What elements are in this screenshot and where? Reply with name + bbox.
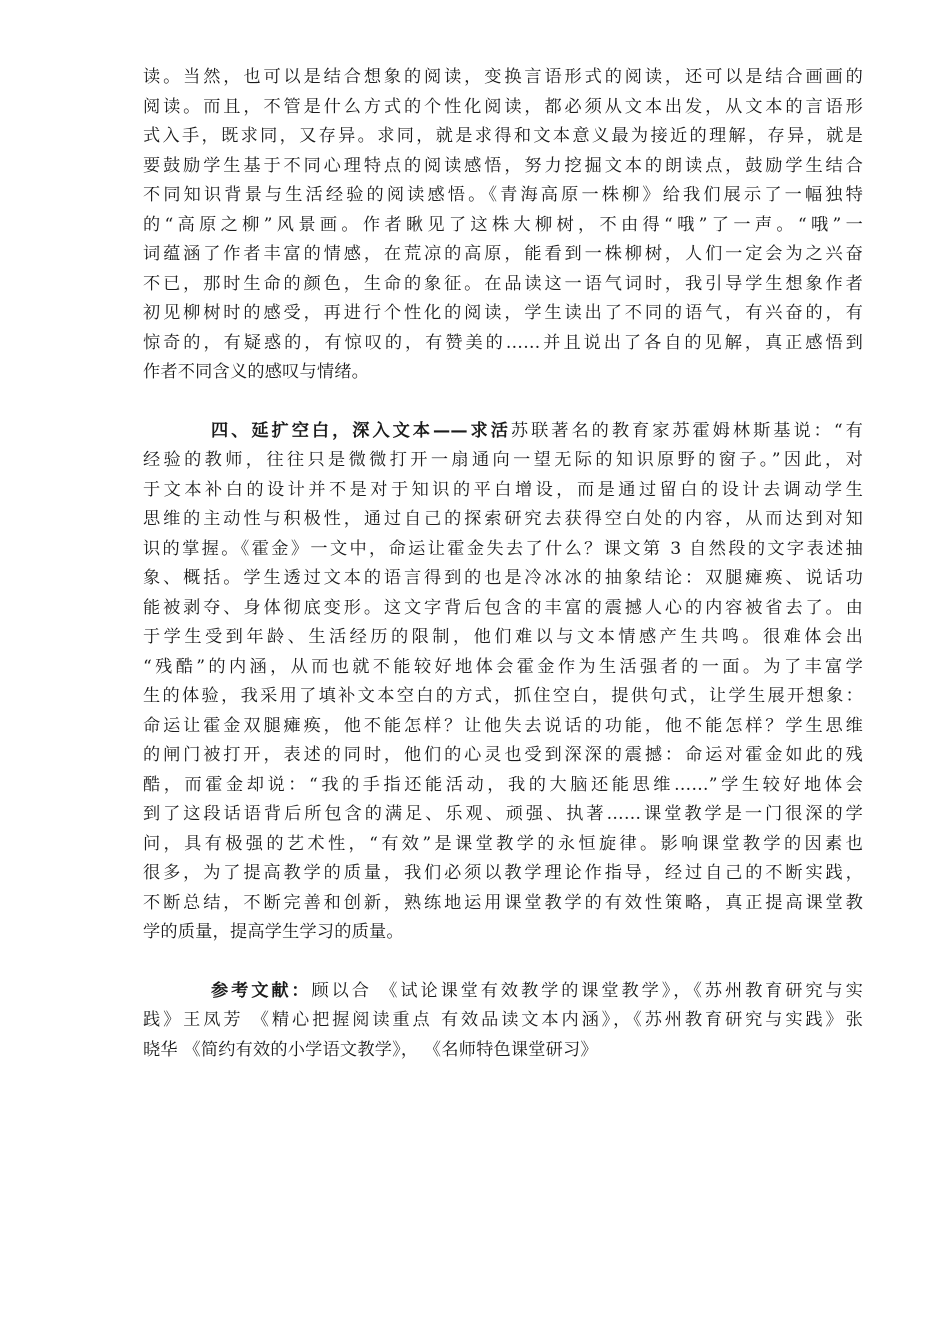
text-line: 要鼓励学生基于不同心理特点的阅读感悟，努力挖掘文本的朗读点，鼓励学生结合 bbox=[143, 155, 863, 176]
text-line: 读。当然，也可以是结合想象的阅读，变换言语形式的阅读，还可以是结合画画的 bbox=[143, 67, 863, 87]
references-first-line bbox=[143, 977, 863, 1007]
text-line: 晓华 《简约有效的小学语文教学》， 《名师特色课堂研习》 bbox=[143, 1039, 598, 1060]
references-first-line-text: 顾以合 《试论课堂有效教学的课堂教学》，《苏州教育研究与实 bbox=[311, 980, 863, 1001]
references-paragraph bbox=[143, 977, 863, 1066]
section-four-heading: 四、延扩空白，深入文本——求活 bbox=[211, 420, 511, 441]
text-line: 阅读。而且，不管是什么方式的个性化阅读，都必须从文本出发，从文本的言语形 bbox=[143, 96, 863, 117]
text-line: 词蕴涵了作者丰富的情感，在荒凉的高原，能看到一株柳树，人们一定会为之兴奋 bbox=[143, 244, 863, 264]
text-line: 于学生受到年龄、生活经历的限制，他们难以与文本情感产生共鸣。很难体会出 bbox=[143, 627, 863, 647]
section-four-first-line bbox=[143, 417, 863, 447]
text-line: 不同知识背景与生活经验的阅读感悟。《青海高原一株柳》给我们展示了一幅独特 bbox=[143, 185, 863, 205]
references-label: 参考文献： bbox=[211, 980, 312, 1001]
text-line: 很多，为了提高教学的质量，我们必须以教学理论作指导，经过自己的不断实践， bbox=[143, 863, 863, 883]
text-line: 不已，那时生命的颜色，生命的象征。在品读这一语气词时，我引导学生想象作者 bbox=[143, 273, 863, 294]
text-line: 式入手，既求同，又存异。求同，就是求得和文本意义最为接近的理解，存异，就是 bbox=[143, 126, 863, 146]
paragraph-spacer bbox=[143, 948, 863, 977]
text-line: 学的质量，提高学生学习的质量。 bbox=[143, 922, 404, 942]
document-page bbox=[143, 63, 863, 1065]
text-line: 作者不同含义的感叹与情绪。 bbox=[143, 362, 370, 382]
text-line: 能被剥夺、身体彻底变形。这文字背后包含的丰富的震撼人心的内容被省去了。由 bbox=[143, 597, 863, 618]
paragraph-spacer bbox=[143, 388, 863, 417]
text-line: 象、概括。学生透过文本的语言得到的也是冷冰冰的抽象结论：双腿瘫痪、说话功 bbox=[143, 568, 863, 588]
text-line: 初见柳树时的感受，再进行个性化的阅读，学生读出了不同的语气，有兴奋的，有 bbox=[143, 303, 863, 323]
section-four-first-line-text: 苏联著名的教育家苏霍姆林斯基说：“有 bbox=[510, 420, 863, 441]
text-line: 酷，而霍金却说：“我的手指还能活动，我的大脑还能思维……”学生较好地体会 bbox=[143, 774, 863, 795]
text-line: “残酷”的内涵，从而也就不能较好地体会霍金作为生活强者的一面。为了丰富学 bbox=[143, 656, 863, 677]
text-line: 思维的主动性与积极性，通过自己的探索研究去获得空白处的内容，从而达到对知 bbox=[143, 509, 863, 529]
text-line: 经验的教师，往往只是微微打开一扇通向一望无际的知识原野的窗子。”因此，对 bbox=[143, 450, 863, 470]
text-line: 的“高原之柳”风景画。作者瞅见了这株大柳树，不由得“哦”了一声。“哦”一 bbox=[143, 214, 863, 235]
paragraph-individual-reading bbox=[143, 63, 863, 388]
text-line: 惊奇的，有疑惑的，有惊叹的，有赞美的……并且说出了各自的见解，真正感悟到 bbox=[143, 332, 863, 353]
text-line: 命运让霍金双腿瘫痪，他不能怎样？让他失去说话的功能，他不能怎样？学生思维 bbox=[143, 715, 863, 736]
text-line: 践》王凤芳 《精心把握阅读重点 有效品读文本内涵》，《苏州教育研究与实践》张 bbox=[143, 1010, 863, 1030]
text-line: 到了这段话语背后所包含的满足、乐观、顽强、执著……课堂教学是一门很深的学 bbox=[143, 804, 863, 824]
text-line: 识的掌握。《霍金》一文中，命运让霍金失去了什么？课文第 3 自然段的文字表述抽 bbox=[143, 538, 863, 559]
section-four-paragraph bbox=[143, 417, 863, 948]
text-line: 生的体验，我采用了填补文本空白的方式，抓住空白，提供句式，让学生展开想象： bbox=[143, 686, 863, 706]
text-line: 问，具有极强的艺术性，“有效”是课堂教学的永恒旋律。影响课堂教学的因素也 bbox=[143, 833, 863, 854]
text-line: 不断总结，不断完善和创新，熟练地运用课堂教学的有效性策略，真正提高课堂教 bbox=[143, 892, 863, 913]
text-line: 的闸门被打开，表述的同时，他们的心灵也受到深深的震撼：命运对霍金如此的残 bbox=[143, 745, 863, 765]
text-line: 于文本补白的设计并不是对于知识的平白增设，而是通过留白的设计去调动学生 bbox=[143, 479, 863, 500]
